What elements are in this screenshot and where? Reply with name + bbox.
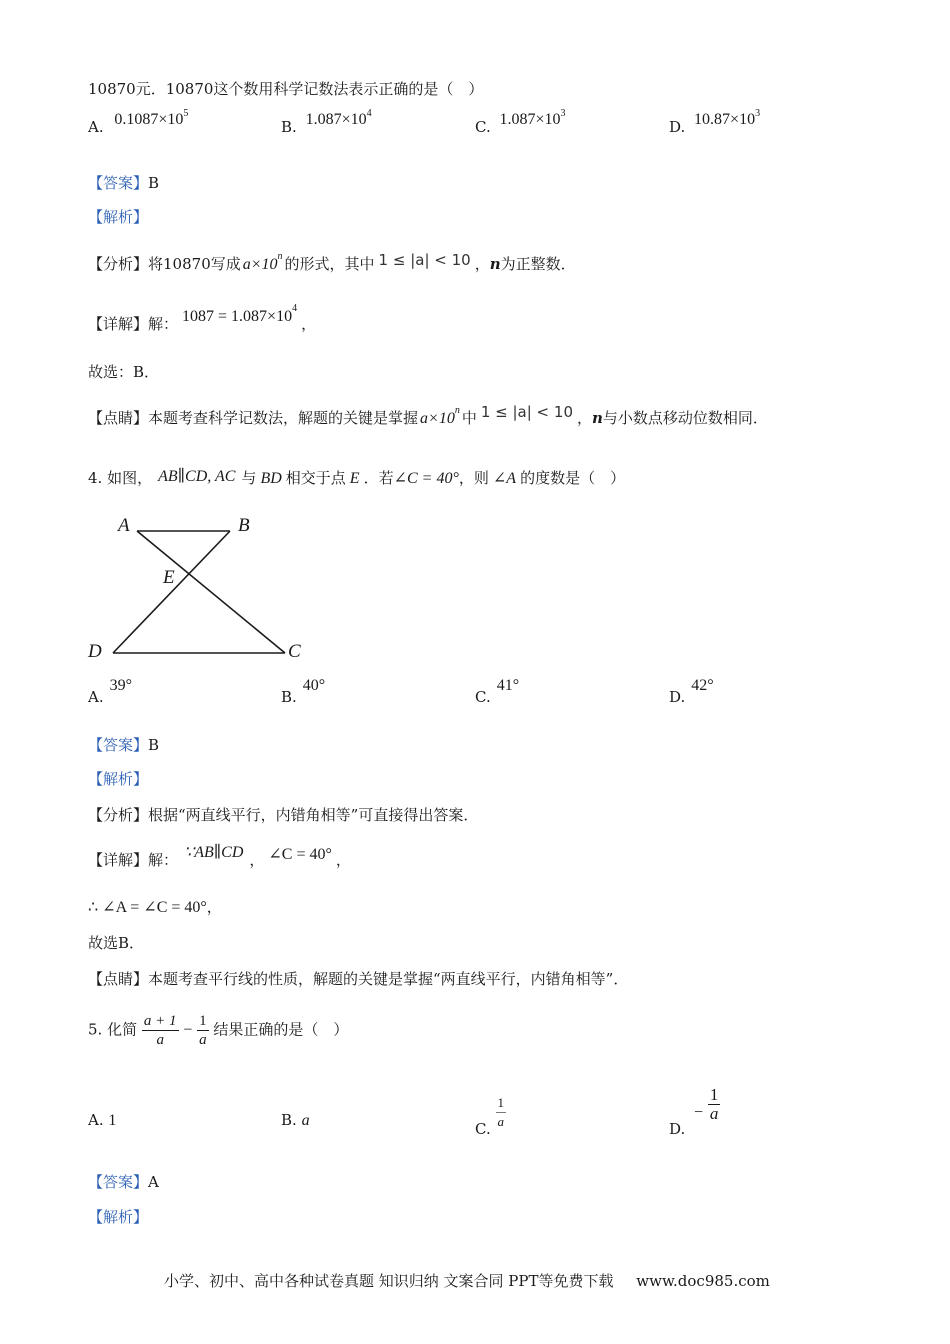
point-d-label: D <box>88 641 102 662</box>
q4-option-b: B.40° <box>281 677 326 706</box>
q3-detail: 【详解】解： $1087 = 1.087\times 10^4$， <box>88 303 317 333</box>
q4-stem: 4. 如图， AB∥CD, AC 与 BD 相交于点 E ．若∠C = 40°，则 ∠A 的度数是（ ） <box>88 468 626 487</box>
q3-option-d: D. $10.87\times 10^3$ <box>669 108 761 136</box>
q3-intro: 10870元．10870这个数用科学记数法表示正确的是（ ） <box>88 80 484 98</box>
q5-option-c: C. $\frac{1}{a}$ <box>475 1095 504 1138</box>
answer-label: 【答案】 <box>88 174 149 192</box>
q5-analysis-label: 【解析】 <box>88 1208 149 1226</box>
segment-bd <box>113 531 230 653</box>
q3-option-a: A. $0.1087\times 10^5$ <box>88 108 189 136</box>
q3-analysis-label: 【解析】 <box>88 208 149 226</box>
q5-option-a: A. 1 <box>88 1111 117 1129</box>
fraction-1-over-a: $\frac{1}{a}$ <box>497 1095 504 1129</box>
point-a-label: A <box>118 515 130 536</box>
q3-choose: 故选：B． <box>88 363 160 381</box>
q3-fenxi: 【分析】将10870写成 $a\times 10^n$ 的形式，其中 1 ≤ |a| < 10 ，n为正整数． <box>88 251 576 273</box>
footer-url[interactable]: www.doc985.com <box>636 1272 770 1290</box>
q3-dianjing: 【点睛】本题考查科学记数法，解题的关键是掌握 $a\times 10^n$ 中 1 ≤ |a| < 10 ，n与小数点移动位数相同． <box>88 403 768 427</box>
footer <box>164 1270 770 1291</box>
q4-answer: 【答案】B <box>88 736 160 754</box>
q4-fenxi: 【分析】根据“两直线平行，内错角相等”可直接得出答案． <box>88 806 479 824</box>
q4-choose: 故选B． <box>88 934 145 952</box>
point-b-label: B <box>238 515 250 536</box>
q4-analysis-label: 【解析】 <box>88 770 149 788</box>
q5-stem: 5. 化简 $\frac{a + 1}{a}$ − $\frac{1}{a}$ 结果正确的是（ ） <box>88 1013 349 1048</box>
q5-option-b: B. a <box>281 1111 310 1129</box>
q3-option-c: C. $1.087\times 10^3$ <box>475 108 566 136</box>
fraction-1-over-a: $\frac{1}{a}$ <box>709 1085 719 1123</box>
q4-detail: 【详解】解： ∵AB∥CD ， ∠C = 40° ， <box>88 844 351 869</box>
q4-therefore: ∴ ∠A = ∠C = 40°， <box>88 898 222 916</box>
point-c-label: C <box>288 641 301 662</box>
q4-option-c: C.41° <box>475 677 520 706</box>
footer-text: 小学、初中、高中各种试卷真题 知识归纳 文案合同 PPT等免费下载 <box>164 1272 614 1290</box>
fraction-a-plus-1-over-a: $\frac{a + 1}{a}$ <box>143 1013 177 1048</box>
point-e-label: E <box>163 567 175 588</box>
q4-option-d: D.42° <box>669 677 714 706</box>
segment-ac <box>137 531 285 653</box>
q5-answer: 【答案】A <box>88 1173 159 1191</box>
q4-figure <box>80 505 320 670</box>
fraction-1-over-a: $\frac{1}{a}$ <box>199 1013 207 1048</box>
q4-dianjing: 【点睛】本题考查平行线的性质，解题的关键是掌握“两直线平行，内错角相等”． <box>88 970 629 988</box>
q5-option-d: D. − $\frac{1}{a}$ <box>669 1085 719 1138</box>
q3-option-b: B. $1.087\times 10^4$ <box>281 108 372 136</box>
q4-option-a: A.39° <box>88 677 133 706</box>
q3-answer: 【答案】B <box>88 174 160 192</box>
